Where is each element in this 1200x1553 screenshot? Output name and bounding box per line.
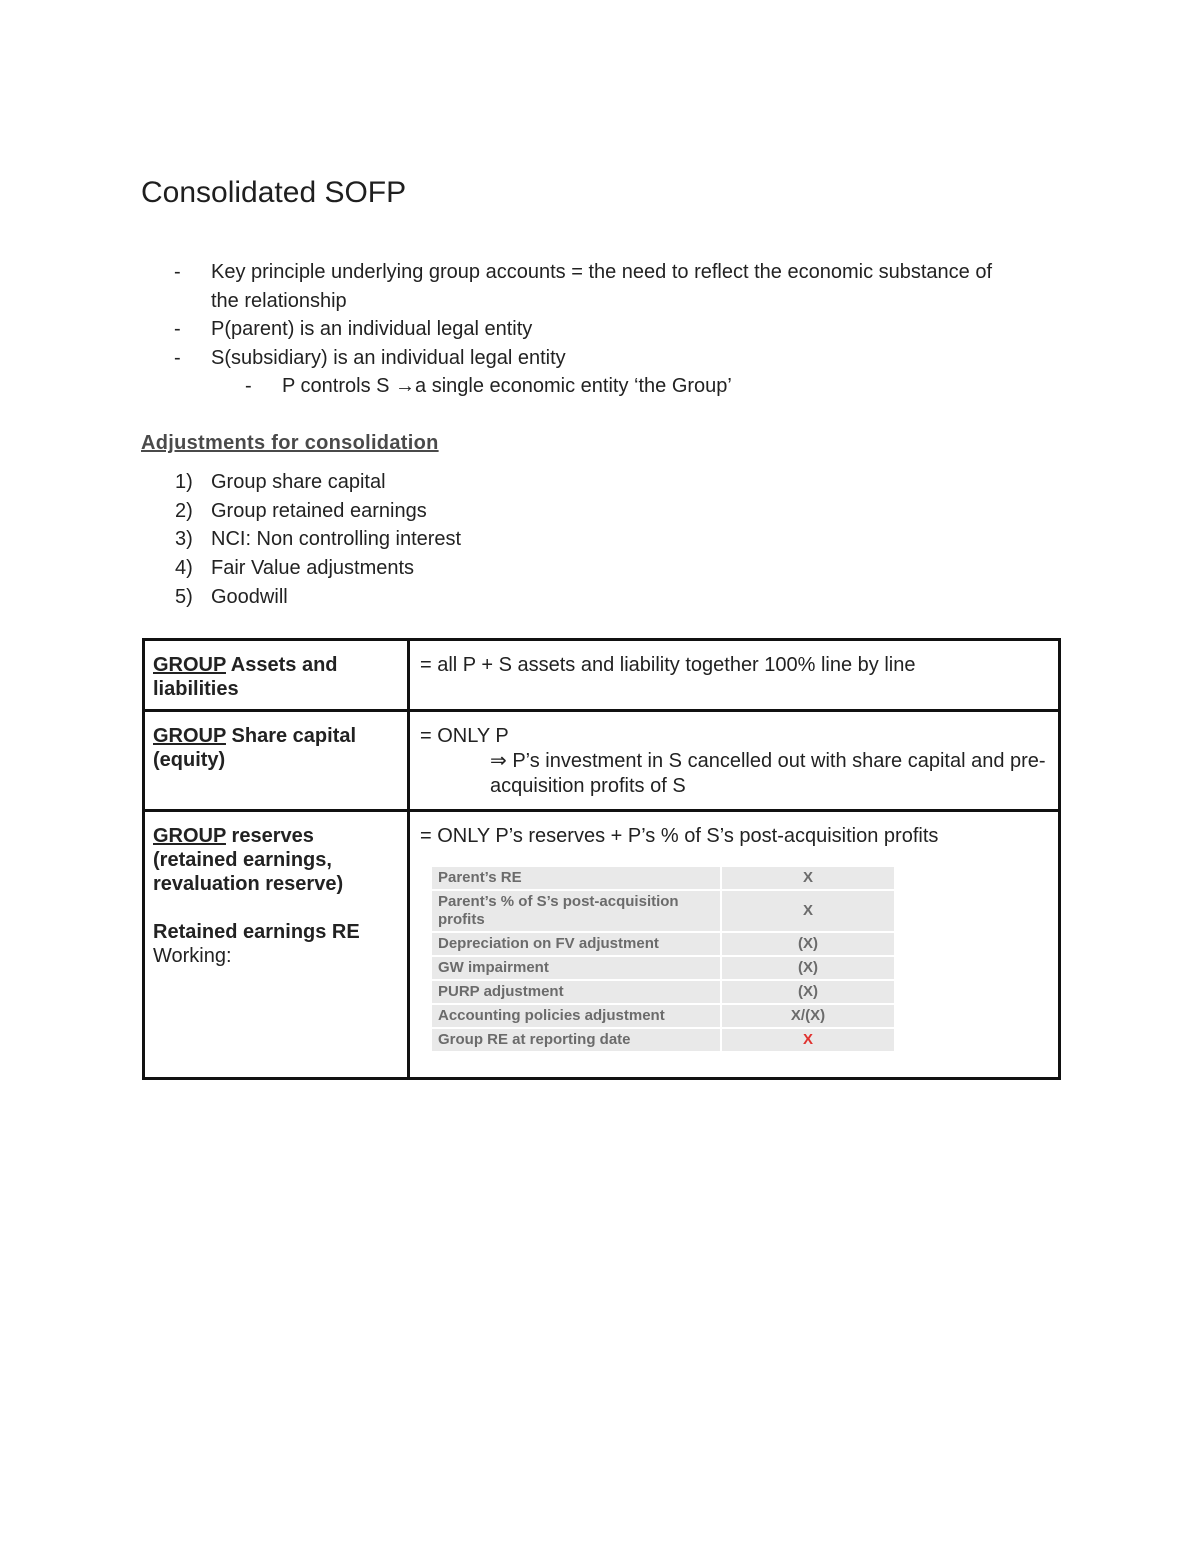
list-item <box>141 344 1071 373</box>
table-row <box>144 811 1060 1079</box>
table-row <box>432 933 894 957</box>
list-item <box>141 525 461 554</box>
page-title: Consolidated SOFP <box>141 176 407 209</box>
table-row <box>432 957 894 981</box>
working-label-cell: GW impairment <box>432 957 720 981</box>
list-item <box>141 554 461 583</box>
working-value-cell: X/(X) <box>722 1005 894 1029</box>
working-value-cell: (X) <box>722 933 894 957</box>
item-text: Goodwill <box>211 585 288 608</box>
working-label-cell: Parent’s % of S’s post-acquisition profits <box>432 891 720 933</box>
table-row <box>432 981 894 1005</box>
item-text: NCI: Non controlling interest <box>211 528 462 551</box>
working-value-cell: (X) <box>722 957 894 981</box>
row-label: Share capital (equity) <box>153 725 357 771</box>
list-item <box>141 315 1071 344</box>
table-cell-text <box>409 811 1060 1079</box>
principles-list <box>141 258 1071 401</box>
bullet-text: P controls S →a single economic entity ‘the Group’ <box>282 375 732 397</box>
row-text: = ONLY P’s reserves + P’s % of S’s post-acquisition profits <box>420 825 939 847</box>
working-total-value: X <box>722 1029 894 1053</box>
row-label: Assets and liabilities <box>153 654 338 700</box>
working-label-cell: PURP adjustment <box>432 981 720 1005</box>
adjustments-heading: Adjustments for consolidation <box>141 432 439 454</box>
working-label-cell: Depreciation on FV adjustment <box>432 933 720 957</box>
table-row <box>432 891 894 933</box>
list-item <box>141 583 461 612</box>
group-word: GROUP <box>153 825 226 847</box>
table-row <box>432 1005 894 1029</box>
item-text: Group share capital <box>211 471 386 493</box>
table-row <box>432 867 894 891</box>
group-word: GROUP <box>153 725 226 747</box>
item-number: 2) <box>175 499 193 522</box>
re-working-table <box>430 867 896 1053</box>
item-text: Fair Value adjustments <box>211 557 415 580</box>
table-cell-label <box>144 811 409 1079</box>
table-row <box>144 711 1060 811</box>
adjustments-list <box>141 468 461 612</box>
working-label-cell: Accounting policies adjustment <box>432 1005 720 1029</box>
item-number: 5) <box>175 585 193 608</box>
table-row <box>144 640 1060 711</box>
working-label-cell: Parent’s RE <box>432 867 720 891</box>
bullet-text: Key principle underlying group accounts = the need to reflect the economic substance of <box>211 261 993 283</box>
list-item-nested <box>141 372 1071 401</box>
table-cell-label <box>144 711 409 811</box>
row-label: reserves (retained earnings, revaluation reserve) <box>153 825 344 895</box>
item-text: Group retained earnings <box>211 499 427 522</box>
dash-marker: - <box>174 318 181 340</box>
group-summary-table <box>142 638 1061 1080</box>
table-cell-text <box>409 711 1060 811</box>
table-cell-text <box>409 640 1060 711</box>
dash-marker: - <box>245 375 252 397</box>
bullet-text-continued: the relationship <box>211 289 347 312</box>
item-number: 4) <box>175 557 193 580</box>
list-item <box>141 258 1071 315</box>
dash-marker: - <box>174 261 181 283</box>
list-item <box>141 497 461 526</box>
table-cell-label <box>144 640 409 711</box>
bullet-text: P(parent) is an individual legal entity <box>211 318 533 340</box>
dash-marker: - <box>174 346 181 369</box>
row-subtext: ⇒ P’s investment in S cancelled out with share capital and pre-acquisition profits of S <box>490 750 1046 797</box>
table-row <box>432 1029 894 1053</box>
working-value-cell: (X) <box>722 981 894 1005</box>
group-word: GROUP <box>153 654 226 676</box>
working-label-cell: Group RE at reporting date <box>432 1029 720 1053</box>
list-item <box>141 468 461 497</box>
bullet-text: S(subsidiary) is an individual legal entity <box>211 346 566 369</box>
row-text: = ONLY P <box>420 725 509 747</box>
working-value-cell: X <box>722 891 894 933</box>
item-number: 3) <box>175 528 193 551</box>
working-value-cell: X <box>722 867 894 891</box>
working-label: Working: <box>153 945 232 967</box>
row-text: = all P + S assets and liability together 100% line by line <box>420 654 916 676</box>
re-label: Retained earnings RE <box>153 921 360 943</box>
item-number: 1) <box>175 471 193 493</box>
